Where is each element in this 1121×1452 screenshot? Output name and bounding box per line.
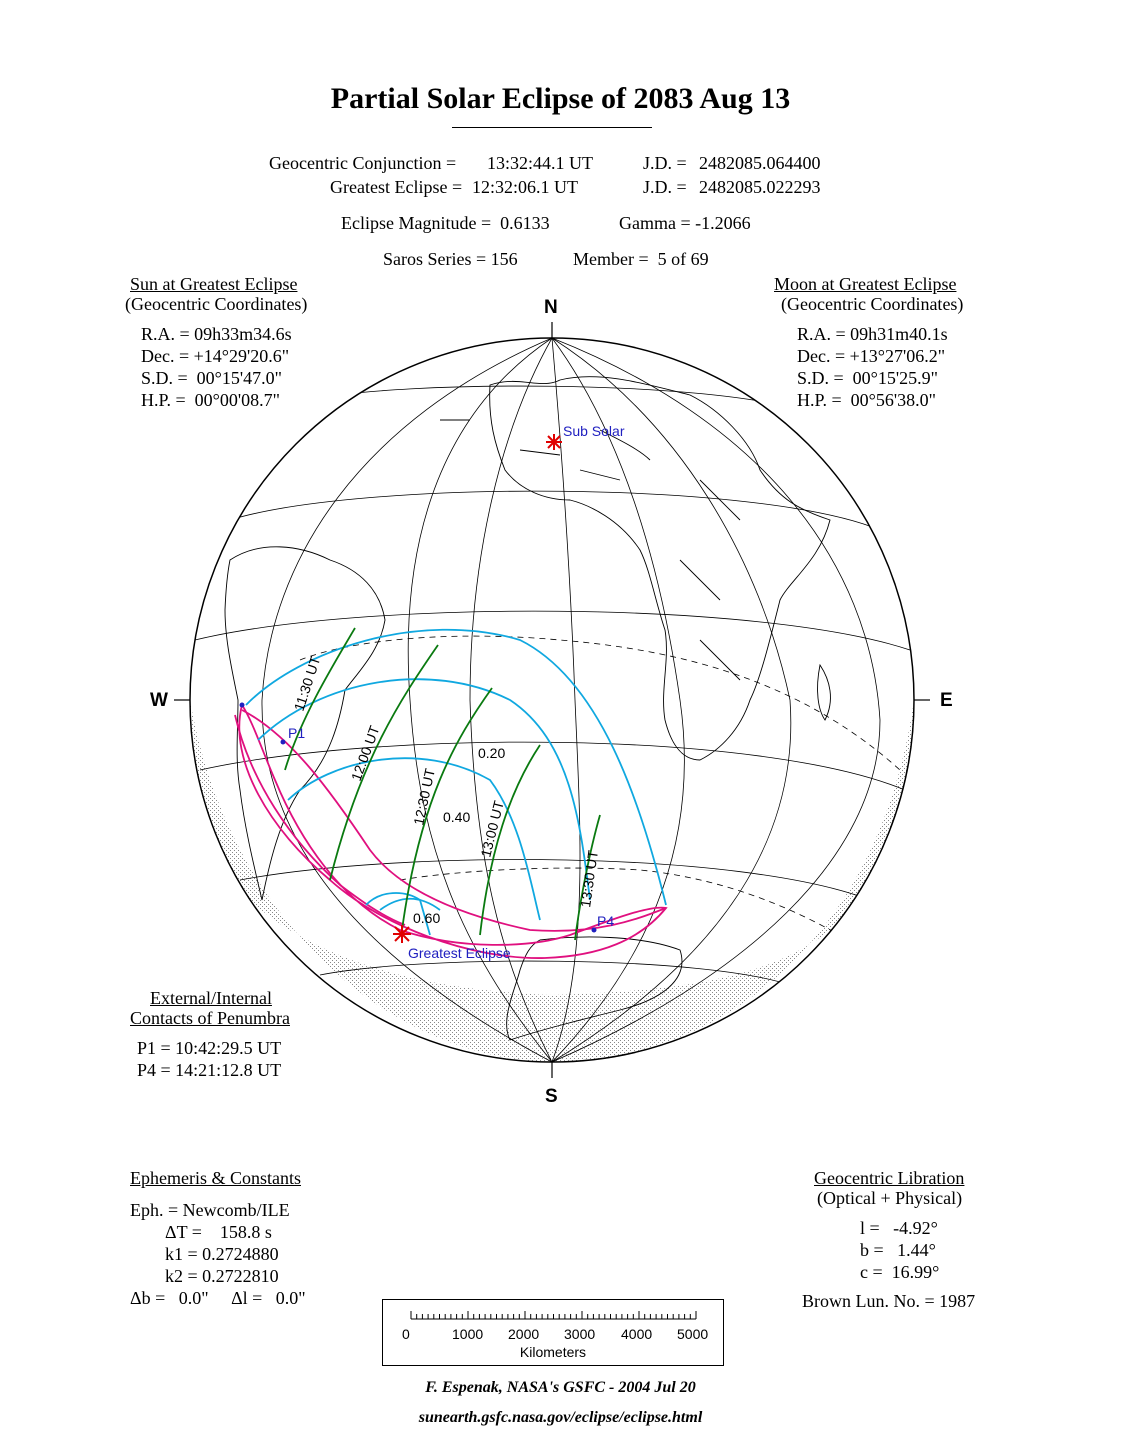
sub-solar-label: Sub Solar (563, 423, 625, 439)
sun-dec: Dec. = +14°29'20.6" (141, 346, 290, 366)
scale-tick-0: 0 (402, 1326, 410, 1342)
gamma: Gamma = -1.2066 (619, 213, 751, 233)
time-label-1130: 11:30 UT (290, 654, 324, 713)
greatest-eclipse-marker (393, 925, 411, 943)
moon-subheading: (Geocentric Coordinates) (781, 294, 964, 314)
time-label-1200: 12:00 UT (347, 723, 383, 784)
sub-solar-marker (546, 434, 562, 450)
scale-tick-2000: 2000 (508, 1326, 540, 1342)
coastlines (225, 377, 830, 1040)
magnitude-label-020: 0.20 (478, 745, 506, 761)
contact-p4: P4 = 14:21:12.8 UT (137, 1060, 282, 1080)
time-label-1230: 12:30 UT (410, 766, 438, 827)
scale-tick-3000: 3000 (564, 1326, 596, 1342)
greatest-eclipse-label: Greatest Eclipse (408, 945, 511, 961)
saros-series: Saros Series = 156 (383, 249, 518, 269)
moon-ra: R.A. = 09h31m40.1s (797, 324, 948, 344)
contacts-subheading: Contacts of Penumbra (130, 1008, 290, 1028)
magnitude-label-060: 0.60 (413, 910, 441, 926)
conjunction-time: 13:32:44.1 UT (487, 153, 593, 173)
ephemeris-heading: Ephemeris & Constants (130, 1168, 301, 1188)
magnitude-label-040: 0.40 (443, 809, 471, 825)
moon-sd: S.D. = 00°15'25.9" (797, 368, 938, 388)
sun-hp: H.P. = 00°00'08.7" (141, 390, 280, 410)
libration-b: b = 1.44° (860, 1240, 936, 1260)
time-label-1330: 13:30 UT (577, 849, 601, 909)
cardinal-east: E (940, 690, 953, 711)
cardinal-south: S (545, 1086, 558, 1107)
libration-heading: Geocentric Libration (814, 1168, 965, 1188)
ephemeris-delta-t: ΔT = 158.8 s (165, 1222, 272, 1242)
ephemeris-delta-b-l: Δb = 0.0" Δl = 0.0" (130, 1288, 306, 1308)
p1-point (281, 740, 286, 745)
sun-sd: S.D. = 00°15'47.0" (141, 368, 282, 388)
conjunction-jd-label: J.D. = (643, 153, 687, 173)
greatest-eclipse-jd-label: J.D. = (643, 177, 687, 197)
cardinal-north: N (544, 297, 558, 318)
contacts-heading: External/Internal (150, 988, 272, 1008)
cardinal-west: W (150, 690, 168, 711)
scale-unit: Kilometers (519, 1344, 587, 1360)
ephemeris-k2: k2 = 0.2722810 (165, 1266, 279, 1286)
contact-p1: P1 = 10:42:29.5 UT (137, 1038, 282, 1058)
credit-url: sunearth.gsfc.nasa.gov/eclipse/eclipse.html (418, 1409, 703, 1426)
scale-box (382, 1299, 724, 1366)
sun-ra: R.A. = 09h33m34.6s (141, 324, 292, 344)
greatest-eclipse-label: Greatest Eclipse = (330, 177, 463, 197)
libration-l: l = -4.92° (860, 1218, 938, 1238)
libration-c: c = 16.99° (860, 1262, 940, 1282)
moon-dec: Dec. = +13°27'06.2" (797, 346, 946, 366)
time-label-1300: 13:00 UT (477, 798, 507, 859)
terminator-line (300, 636, 900, 770)
greatest-eclipse-jd: 2482085.022293 (699, 177, 821, 197)
ephemeris-k1: k1 = 0.2724880 (165, 1244, 279, 1264)
p4-label: P4 (597, 913, 615, 929)
moon-heading: Moon at Greatest Eclipse (774, 274, 957, 294)
libration-subheading: (Optical + Physical) (817, 1188, 963, 1208)
page-title: Partial Solar Eclipse of 2083 Aug 13 (330, 82, 791, 115)
brown-lunation: Brown Lun. No. = 1987 (802, 1291, 976, 1311)
eclipse-magnitude: Eclipse Magnitude = 0.6133 (341, 213, 550, 233)
scale-tick-5000: 5000 (677, 1326, 709, 1342)
sun-heading: Sun at Greatest Eclipse (130, 274, 298, 294)
saros-member: Member = 5 of 69 (573, 249, 709, 269)
greatest-eclipse-time: 12:32:06.1 UT (472, 177, 578, 197)
moon-hp: H.P. = 00°56'38.0" (797, 390, 936, 410)
scale-tick-4000: 4000 (621, 1326, 653, 1342)
sun-subheading: (Geocentric Coordinates) (125, 294, 308, 314)
conjunction-jd: 2482085.064400 (699, 153, 821, 173)
credit-author: F. Espenak, NASA's GSFC - 2004 Jul 20 (425, 1379, 696, 1396)
p1-label: P1 (288, 725, 306, 741)
p4-point (592, 928, 597, 933)
cardinal-ticks (174, 322, 930, 1078)
ephemeris-eph: Eph. = Newcomb/ILE (130, 1200, 290, 1220)
scale-tick-1000: 1000 (452, 1326, 484, 1342)
limit-point (240, 703, 245, 708)
conjunction-label: Geocentric Conjunction = (269, 153, 457, 173)
